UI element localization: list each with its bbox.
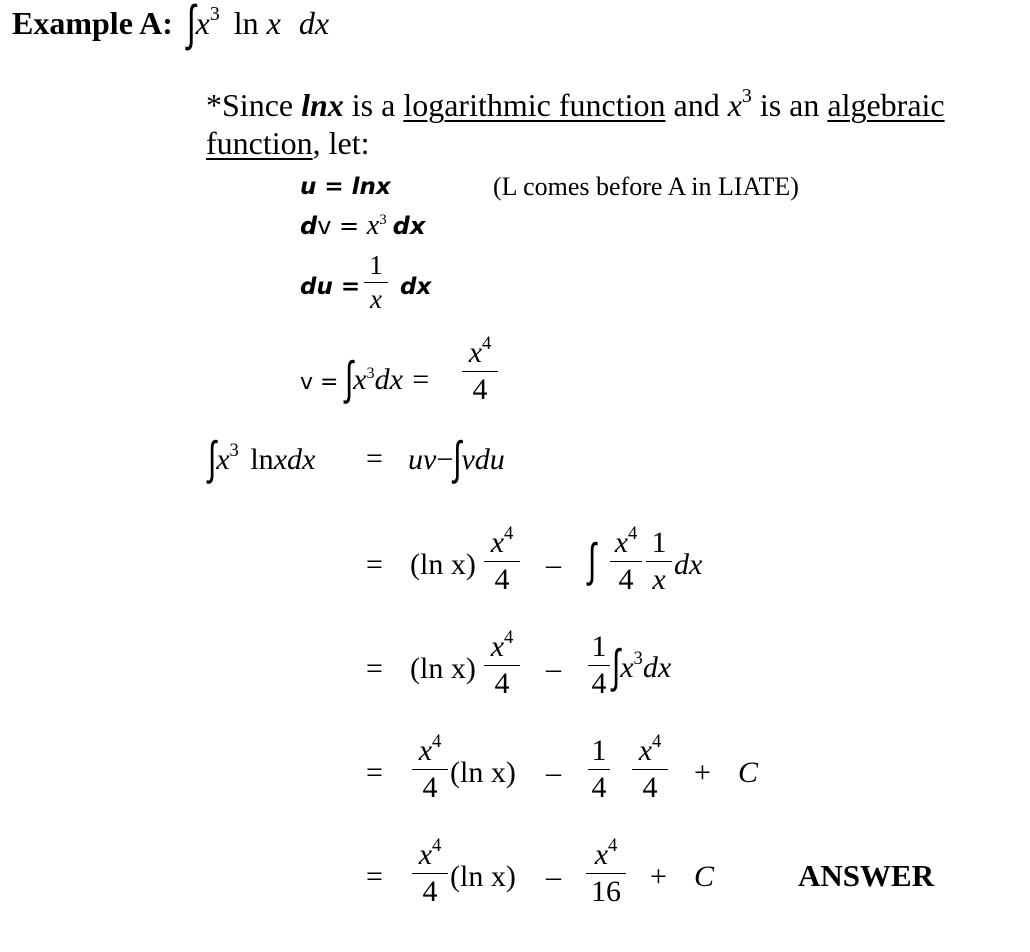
step3-coef — [588, 736, 610, 803]
du-den: x — [370, 284, 382, 314]
dv-exp: 3 — [379, 211, 387, 228]
intro-lnx: lnx — [301, 87, 344, 123]
liate-note: (L comes before A in LIATE) — [493, 172, 799, 201]
step4-frac2-num-exp: 4 — [608, 835, 618, 857]
step4-fraction — [412, 835, 448, 908]
step1-int-frac1 — [610, 523, 642, 596]
v-lhs: v = — [300, 370, 339, 395]
step2-minus: – — [546, 652, 561, 685]
step2-den: 4 — [494, 667, 510, 700]
v-fraction — [462, 333, 498, 406]
step1-int-bar2 — [646, 561, 672, 562]
step1-int-den2: x — [652, 563, 666, 596]
intro-is-a: is a — [343, 87, 404, 123]
step3-coef-den: 4 — [591, 771, 607, 804]
step1-int-num2: 1 — [651, 526, 667, 559]
intro-and: and — [665, 87, 728, 123]
step1-den: 4 — [494, 563, 510, 596]
step4-constant: C — [694, 860, 715, 893]
u-definition: u = lnx — [300, 174, 391, 200]
intro-line-1 — [206, 86, 945, 124]
step4-frac2-num-x: x — [594, 838, 609, 871]
step1-int-frac2 — [646, 528, 672, 595]
step4-minus: – — [546, 860, 561, 893]
integral-sign-icon: ∫ — [186, 0, 196, 53]
step2-int-exp: 3 — [633, 648, 643, 670]
step4-frac2-den: 16 — [591, 875, 621, 908]
du-dx: dx — [400, 274, 432, 300]
step4-bar — [412, 873, 448, 874]
title-ln: ln — [233, 5, 259, 41]
step2-int-x: x — [620, 651, 634, 684]
step3-coef-num: 1 — [591, 734, 607, 767]
intro-algebraic: algebraic — [827, 87, 945, 123]
step3-num-x: x — [418, 734, 433, 767]
step3-minus: – — [546, 756, 561, 789]
dv-v: v = — [317, 212, 367, 240]
v-x: x — [353, 363, 367, 396]
formula-ln: ln — [250, 443, 274, 476]
step1-bar — [484, 561, 520, 562]
step2-paren: (ln x) — [410, 652, 476, 685]
title-exp: 3 — [209, 3, 220, 26]
step3-num-exp: 4 — [432, 731, 442, 753]
step2-coef-num: 1 — [591, 630, 607, 663]
step4-num-x: x — [418, 838, 433, 871]
dv-dx: dx — [392, 212, 426, 240]
step3-coef-bar — [588, 769, 610, 770]
formula-uv: uv — [408, 443, 437, 476]
integral-sign-icon: ∫ — [208, 432, 217, 487]
step1-int-num-exp: 4 — [628, 523, 638, 545]
step4-plus: + — [650, 860, 667, 893]
v-num-exp: 4 — [482, 333, 492, 355]
step2-num-exp: 4 — [504, 627, 514, 649]
step3-eq: = — [366, 756, 383, 789]
step3-den: 4 — [422, 771, 438, 804]
step3-frac2-num-x: x — [638, 734, 653, 767]
intro-exp: 3 — [741, 85, 752, 108]
integral-sign-icon: ∫ — [344, 352, 354, 407]
step1-int-num-x: x — [614, 526, 629, 559]
formula-minus: − — [436, 443, 454, 476]
formula-x: x — [216, 443, 230, 476]
step2-eq: = — [366, 652, 383, 685]
dv-definition — [300, 210, 425, 242]
step2-int-dx: dx — [642, 651, 672, 684]
v-den: 4 — [472, 373, 488, 406]
intro-let: , let: — [312, 125, 370, 161]
integral-sign-icon: ∫ — [612, 640, 621, 695]
step2-bar — [484, 665, 520, 666]
step1-eq: = — [366, 548, 383, 581]
step1-num-exp: 4 — [504, 523, 514, 545]
dv-x: x — [366, 210, 380, 241]
step2-num-x: x — [490, 630, 505, 663]
step1-num-x: x — [490, 526, 505, 559]
step1-int-bar1 — [610, 561, 642, 562]
step3-frac2 — [632, 731, 668, 804]
intro-is-an: is an — [751, 87, 828, 123]
step2-coef-den: 4 — [591, 667, 607, 700]
example-label: Example A: — [12, 5, 173, 41]
step3-fraction — [412, 731, 448, 804]
dv-d: d — [300, 212, 318, 240]
du-num: 1 — [369, 250, 383, 280]
integral-sign-icon: ∫ — [588, 534, 597, 589]
step3-frac2-bar — [632, 769, 668, 770]
du-fraction — [364, 252, 388, 313]
step4-eq: = — [366, 860, 383, 893]
intro-line-2 — [206, 124, 370, 162]
integral-sign-icon: ∫ — [453, 432, 462, 487]
v-definition — [300, 352, 431, 407]
step3-constant: C — [738, 756, 759, 789]
step4-frac2-bar — [586, 873, 626, 874]
step2-integral — [612, 640, 672, 695]
step2-coef-bar — [588, 665, 610, 666]
step4-den: 4 — [422, 875, 438, 908]
step1-fraction — [484, 523, 520, 596]
v-num-x: x — [468, 336, 483, 369]
title-dx: dx — [298, 5, 330, 41]
title-x: x — [195, 5, 210, 41]
parts-formula-rhs — [408, 432, 505, 487]
formula-vdu: vdu — [461, 443, 505, 476]
step3-plus: + — [694, 756, 711, 789]
example-title — [12, 0, 330, 53]
step3-frac2-num-exp: 4 — [652, 731, 662, 753]
v-dx: dx = — [374, 363, 431, 396]
step2-coef — [588, 632, 610, 699]
step1-paren: (ln x) — [410, 548, 476, 581]
formula-eq: = — [366, 442, 383, 475]
du-bar — [364, 282, 388, 283]
v-bar — [462, 371, 498, 372]
step3-paren: (ln x) — [450, 756, 516, 789]
step2-fraction — [484, 627, 520, 700]
intro-logarithmic: logarithmic function — [403, 87, 666, 123]
step4-paren: (ln x) — [450, 860, 516, 893]
step1-dx: dx — [674, 548, 703, 581]
intro-star: *Since — [206, 87, 302, 123]
formula-exp: 3 — [229, 440, 239, 462]
v-exp: 3 — [366, 364, 375, 382]
step1-minus: – — [546, 548, 561, 581]
step4-frac2 — [586, 835, 626, 908]
intro-x: x — [727, 87, 742, 123]
step4-num-exp: 4 — [432, 835, 442, 857]
parts-formula-lhs — [208, 432, 316, 487]
answer-label: ANSWER — [798, 858, 935, 893]
step1-int-den: 4 — [618, 563, 634, 596]
du-lhs: du = — [300, 274, 361, 300]
step3-bar — [412, 769, 448, 770]
step3-frac2-den: 4 — [642, 771, 658, 804]
title-lnx: x — [266, 5, 281, 41]
formula-xdx: xdx — [273, 443, 316, 476]
intro-function: function — [206, 125, 313, 161]
